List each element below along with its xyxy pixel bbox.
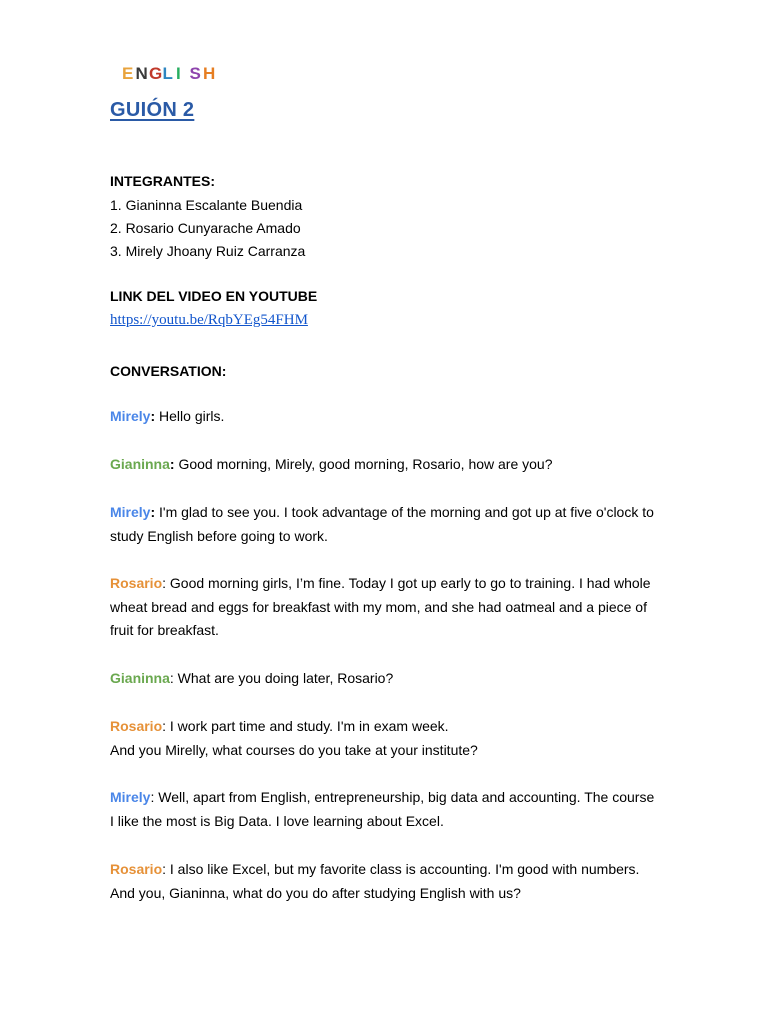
page-title: GUIÓN 2 xyxy=(110,99,195,121)
speaker-name: Gianinna xyxy=(110,456,170,472)
conversation-heading: CONVERSATION: xyxy=(110,363,227,379)
dialogue-text: What are you doing later, Rosario? xyxy=(173,670,394,686)
logo-letter: N xyxy=(135,64,148,83)
speaker-name: Rosario xyxy=(110,718,163,734)
dialogue-line: Mirely: Well, apart from English, entrepreneurship, big data and accounting. The course I like the most is Big Data. I love learning about Excel. xyxy=(110,789,655,829)
logo-letter: L xyxy=(162,64,173,83)
dialogue-text: I work part time and study. I'm in exam week. xyxy=(166,718,449,734)
logo-letter: S xyxy=(189,64,201,83)
dialogue-text: I also like Excel, but my favorite class is accounting. I'm good with numbers. And you, Gianinna, what do you do after studying English with us? xyxy=(110,861,640,901)
dialogue-line: Gianinna: What are you doing later, Rosario? xyxy=(110,670,394,686)
dialogue-text: Well, apart from English, entrepreneurship, big data and accounting. The course I like the most is Big Data. I love learning about Excel. xyxy=(110,789,655,829)
dialogue-line: Rosario: Good morning girls, I’m fine. Today I got up early to go to training. I had whole wheat bread and eggs for breakfast with my mom, and she had oatmeal and a piece of fruit for breakfast. xyxy=(110,575,651,638)
dialogue-line: Gianinna: Good morning, Mirely, good morning, Rosario, how are you? xyxy=(110,456,553,472)
speaker-name: Mirely xyxy=(110,408,151,424)
logo-letter: H xyxy=(203,64,216,83)
speaker-name: Rosario xyxy=(110,861,163,877)
english-logo xyxy=(118,56,222,88)
logo-letter: G xyxy=(149,64,163,83)
dialogue-line: Mirely: I'm glad to see you. I took advantage of the morning and got up at five o'clock to study English before going to work. xyxy=(110,504,654,544)
speaker-name: Gianinna xyxy=(110,670,170,686)
dialogue-text: Hello girls. xyxy=(155,408,225,424)
logo-letter: I xyxy=(176,64,181,83)
speaker-name: Mirely xyxy=(110,789,151,805)
dialogue-line: Rosario: I work part time and study. I'm in exam week. And you Mirelly, what courses do you take at your institute? xyxy=(110,718,478,758)
speaker-name: Rosario xyxy=(110,575,163,591)
dialogue-line: Rosario: I also like Excel, but my favorite class is accounting. I'm good with numbers. And you, Gianinna, what do you do after studying English with us? xyxy=(110,861,640,901)
dialogue-text: Good morning girls, I’m fine. Today I got up early to go to training. I had whole wheat bread and eggs for breakfast with my mom, and she had oatmeal and a piece of fruit for breakfast. xyxy=(110,575,651,638)
dialogue-line: Mirely: Hello girls. xyxy=(110,408,225,424)
dialogue-text-continued: And you Mirelly, what courses do you take at your institute? xyxy=(110,741,478,758)
member-item-3: 3. Mirely Jhoany Ruiz Carranza xyxy=(110,243,306,259)
member-item-2: 2. Rosario Cunyarache Amado xyxy=(110,220,301,236)
video-heading: LINK DEL VIDEO EN YOUTUBE xyxy=(110,288,318,304)
dialogue-text: Good morning, Mirely, good morning, Rosario, how are you? xyxy=(174,456,553,472)
members-heading: INTEGRANTES: xyxy=(110,173,215,189)
logo-letter: E xyxy=(122,64,134,83)
member-item-1: 1. Gianinna Escalante Buendia xyxy=(110,197,303,213)
dialogue-text: I'm glad to see you. I took advantage of the morning and got up at five o'clock to study English before going to work. xyxy=(110,504,654,544)
speaker-name: Mirely xyxy=(110,504,151,520)
youtube-link[interactable]: https://youtu.be/RqbYEg54FHM xyxy=(110,312,308,328)
